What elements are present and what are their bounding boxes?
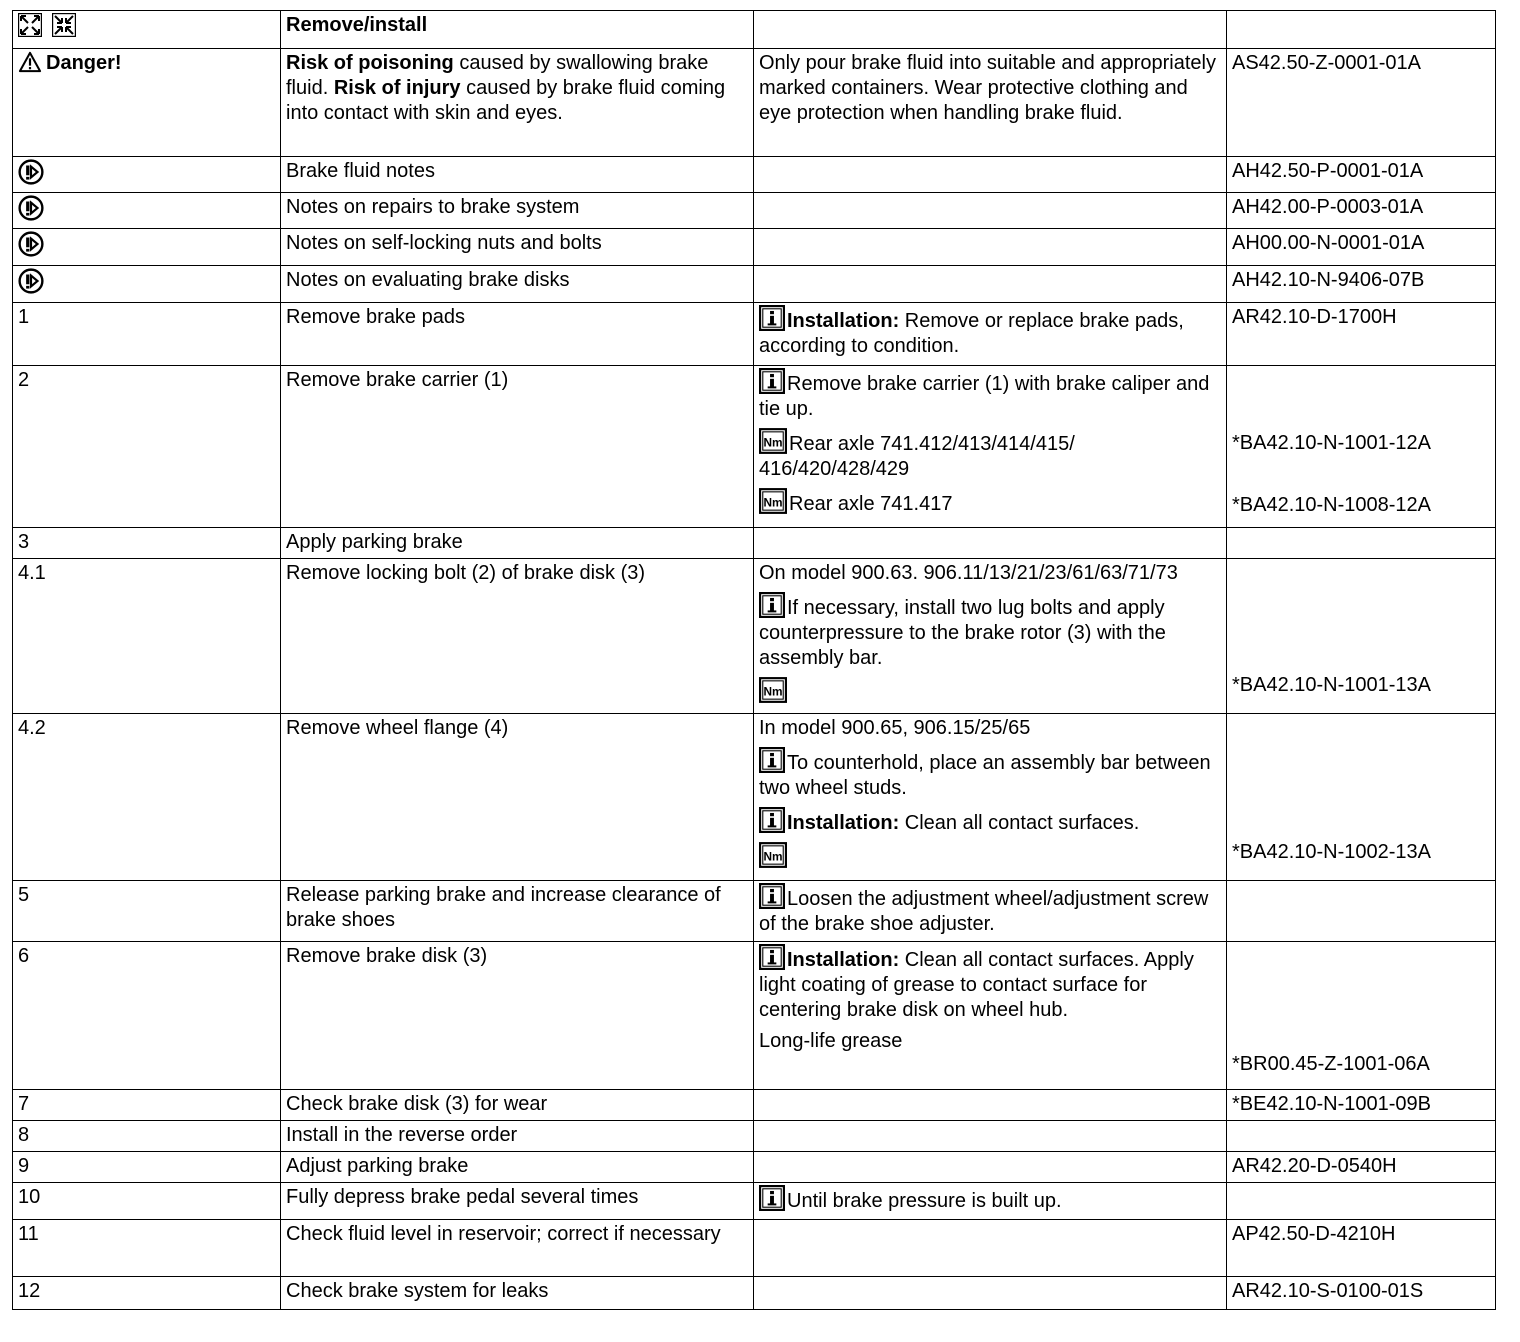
model-note: In model 900.65, 906.15/25/65	[759, 717, 1031, 739]
step-row	[13, 559, 1496, 714]
model-note: On model 900.63. 906.11/13/21/23/61/63/71/73	[759, 562, 1178, 584]
header-title: Remove/install	[281, 11, 754, 49]
step-doc-link[interactable]: AR42.20-D-0540H	[1227, 1152, 1496, 1183]
note-text: Notes on self-locking nuts and bolts	[281, 229, 754, 266]
step-action: Check fluid level in reservoir; correct if necessary	[281, 1220, 754, 1277]
step-row	[13, 1277, 1496, 1310]
step-number: 1	[13, 303, 281, 366]
step-doc-link[interactable]: *BA42.10-N-1002-13A	[1232, 841, 1432, 863]
torque-icon	[759, 428, 787, 454]
step-row	[13, 1121, 1496, 1152]
step-number: 5	[13, 881, 281, 942]
step-number: 7	[13, 1090, 281, 1121]
note-text: Notes on evaluating brake disks	[281, 266, 754, 303]
step-doc-link[interactable]: *BE42.10-N-1001-09B	[1227, 1090, 1496, 1121]
step-doc-link[interactable]: AP42.50-D-4210H	[1227, 1220, 1496, 1277]
step-number: 4.1	[13, 559, 281, 714]
step-row	[13, 714, 1496, 881]
step-doc-link[interactable]: *BA42.10-N-1008-12A	[1232, 494, 1432, 516]
step-row	[13, 303, 1496, 366]
warning-icon	[18, 51, 42, 73]
step-notes: Installation: Clean all contact surfaces. Apply light coating of grease to contact surface for centering brake disk on wheel hub. Long-life grease	[754, 942, 1227, 1090]
step-number: 12	[13, 1277, 281, 1310]
step-action: Remove brake disk (3)	[281, 942, 754, 1090]
step-doc-link[interactable]: *BR00.45-Z-1001-06A	[1232, 1053, 1430, 1075]
step-action: Remove brake pads	[281, 303, 754, 366]
risk-injury: Risk of injury	[333, 77, 461, 99]
step-row	[13, 942, 1496, 1090]
danger-risk-text: Risk of poisoning caused by swallowing brake fluid. Risk of injury caused by brake fluid coming into contact with skin and eyes.	[281, 49, 754, 157]
step-row	[13, 1220, 1496, 1277]
collapse-icon[interactable]	[52, 13, 76, 37]
header-row	[13, 11, 1496, 49]
step-action: Install in the reverse order	[281, 1121, 754, 1152]
step-doc-link[interactable]: *BA42.10-N-1001-13A	[1232, 674, 1432, 696]
step-action: Release parking brake and increase clearance of brake shoes	[281, 881, 754, 942]
step-number: 6	[13, 942, 281, 1090]
step-action: Adjust parking brake	[281, 1152, 754, 1183]
note-icon	[18, 231, 44, 257]
step-number: 3	[13, 528, 281, 559]
step-row	[13, 1183, 1496, 1220]
danger-label-cell	[13, 49, 281, 157]
note-text: Notes on repairs to brake system	[281, 193, 754, 229]
step-notes: On model 900.63. 906.11/13/21/23/61/63/71/73 If necessary, install two lug bolts and apply counterpressure to the brake rotor (3) with the assembly bar.	[754, 559, 1227, 714]
step-number: 9	[13, 1152, 281, 1183]
note-icon	[18, 268, 44, 294]
step-action: Apply parking brake	[281, 528, 754, 559]
step-doc-link[interactable]: AR42.10-D-1700H	[1227, 303, 1496, 366]
step-row	[13, 1152, 1496, 1183]
risk-poisoning: Risk of poisoning	[286, 52, 454, 74]
step-action: Check brake disk (3) for wear	[281, 1090, 754, 1121]
step-notes: Remove brake carrier (1) with brake caliper and tie up. Rear axle 741.412/413/414/415/ 416/420/428/429 Rear axle 741.417	[754, 366, 1227, 528]
step-notes: In model 900.65, 906.15/25/65 To counterhold, place an assembly bar between two wheel studs. Installation: Clean all contact surfaces.	[754, 714, 1227, 881]
step-number: 11	[13, 1220, 281, 1277]
step-number: 4.2	[13, 714, 281, 881]
step-number: 2	[13, 366, 281, 528]
step-row	[13, 881, 1496, 942]
step-number: 10	[13, 1183, 281, 1220]
info-icon	[759, 592, 785, 618]
info-icon	[759, 747, 785, 773]
info-icon	[759, 368, 785, 394]
note-icon	[18, 195, 44, 221]
step-action: Check brake system for leaks	[281, 1277, 754, 1310]
view-toggle-cell	[13, 11, 281, 49]
danger-label: Danger!	[46, 52, 122, 74]
step-doc-link[interactable]: AR42.10-S-0100-01S	[1227, 1277, 1496, 1310]
step-row	[13, 528, 1496, 559]
step-row	[13, 1090, 1496, 1121]
torque-icon	[759, 488, 787, 514]
step-action: Remove wheel flange (4)	[281, 714, 754, 881]
danger-measure: Only pour brake fluid into suitable and appropriately marked containers. Wear protective clothing and eye protection when handling brake fluid.	[754, 49, 1227, 157]
info-icon	[759, 807, 785, 833]
step-row	[13, 366, 1496, 528]
note-row	[13, 193, 1496, 229]
note-doc-link[interactable]: AH42.50-P-0001-01A	[1227, 157, 1496, 193]
note-doc-link[interactable]: AH42.10-N-9406-07B	[1227, 266, 1496, 303]
step-action: Remove brake carrier (1)	[281, 366, 754, 528]
procedure-table	[12, 10, 1496, 1310]
expand-icon[interactable]	[18, 13, 42, 37]
step-number: 8	[13, 1121, 281, 1152]
note-icon	[18, 159, 44, 185]
danger-doc-link[interactable]: AS42.50-Z-0001-01A	[1227, 49, 1496, 157]
danger-row	[13, 49, 1496, 157]
note-text: Brake fluid notes	[281, 157, 754, 193]
step-notes: Loosen the adjustment wheel/adjustment screw of the brake shoe adjuster.	[754, 881, 1227, 942]
note-row	[13, 266, 1496, 303]
torque-icon	[759, 677, 787, 703]
step-doc-link[interactable]: *BA42.10-N-1001-12A	[1232, 432, 1432, 454]
step-action: Fully depress brake pedal several times	[281, 1183, 754, 1220]
step-action: Remove locking bolt (2) of brake disk (3)	[281, 559, 754, 714]
note-doc-link[interactable]: AH42.00-P-0003-01A	[1227, 193, 1496, 229]
info-icon	[759, 305, 785, 331]
note-row	[13, 229, 1496, 266]
step-notes: Installation: Remove or replace brake pads, according to condition.	[754, 303, 1227, 366]
note-doc-link[interactable]: AH00.00-N-0001-01A	[1227, 229, 1496, 266]
info-icon	[759, 1185, 785, 1211]
info-icon	[759, 883, 785, 909]
torque-icon	[759, 842, 787, 868]
step-notes: Until brake pressure is built up.	[754, 1183, 1227, 1220]
grease-note: Long-life grease	[759, 1030, 903, 1052]
info-icon	[759, 944, 785, 970]
note-row	[13, 157, 1496, 193]
